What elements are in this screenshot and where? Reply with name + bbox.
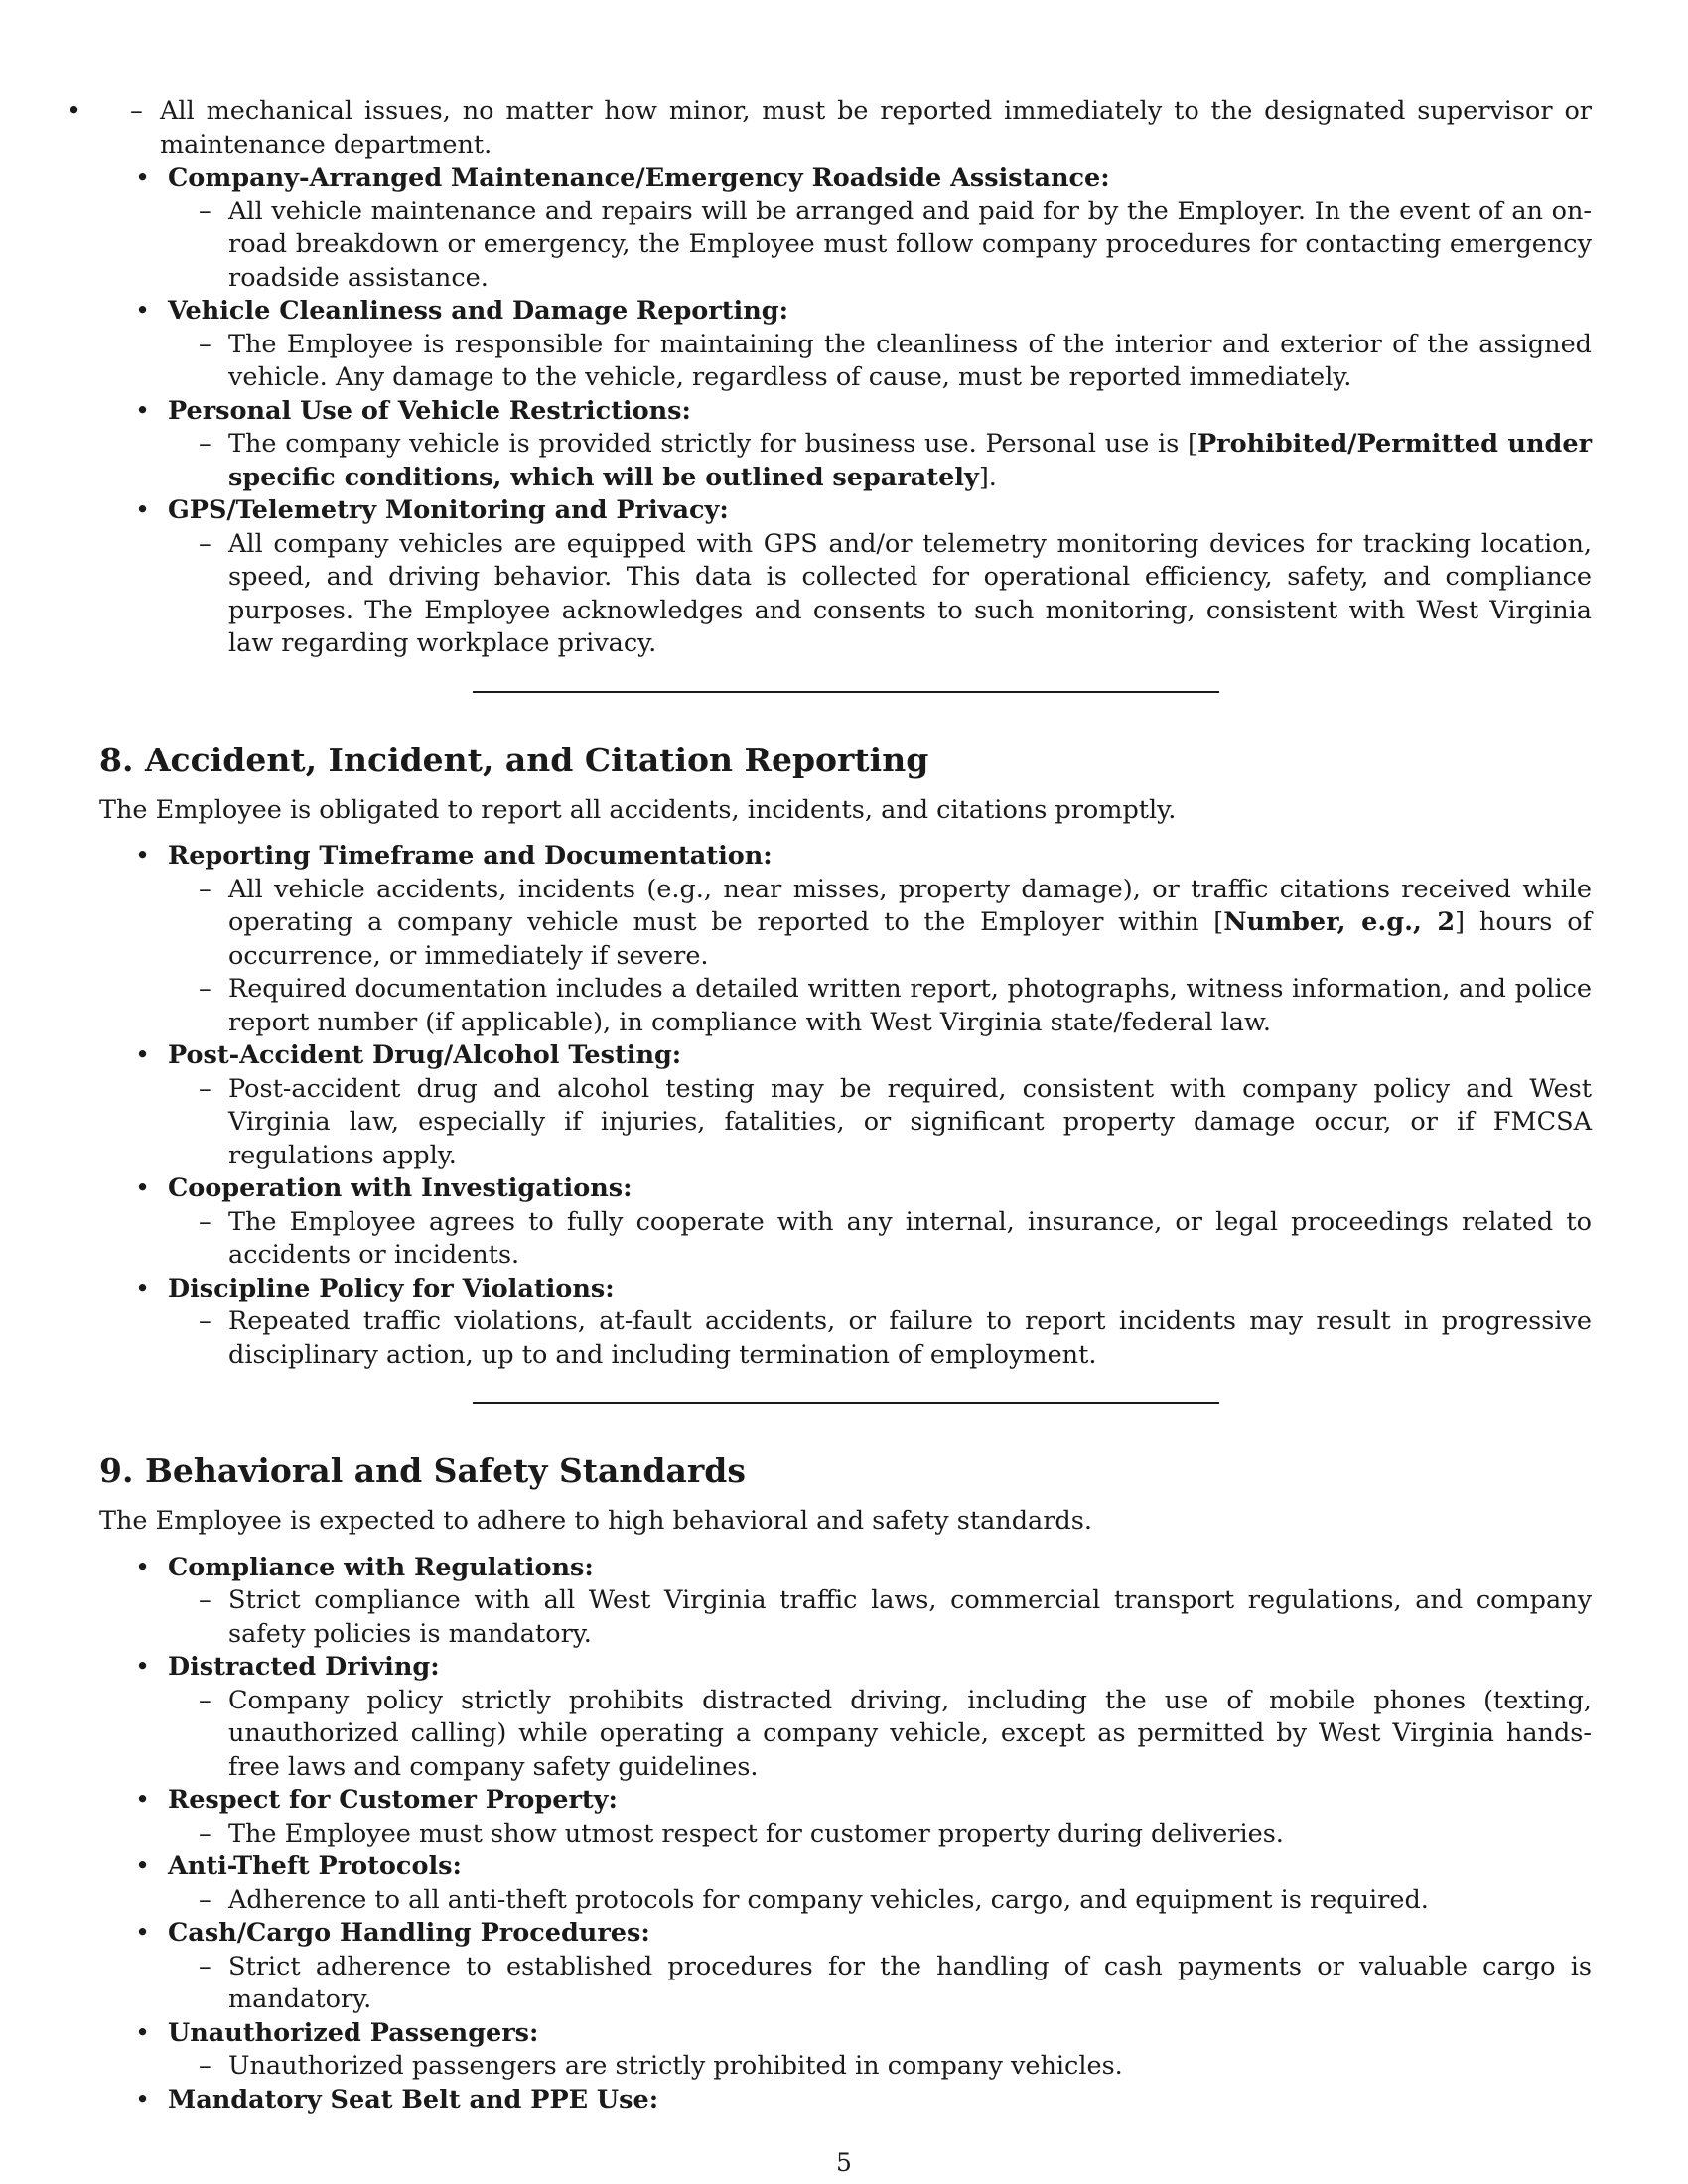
list-item xyxy=(99,1784,1592,1850)
section-divider xyxy=(473,1402,1219,1404)
item-heading: Discipline Policy for Violations: xyxy=(168,1273,615,1303)
list-item xyxy=(99,1651,1592,1784)
sub-list xyxy=(168,1951,1592,2017)
item-heading: Distracted Driving: xyxy=(168,1652,440,1682)
placeholder-text: Number, e.g., 2 xyxy=(1223,907,1456,937)
sub-list xyxy=(168,1073,1592,1173)
sub-item-text: The company vehicle is provided strictly for business use. Personal use is [ xyxy=(228,429,1197,459)
section-8-list xyxy=(99,840,1592,1372)
item-heading: Anti-Theft Protocols: xyxy=(168,1851,462,1881)
item-heading: Reporting Timeframe and Documentation: xyxy=(168,841,773,871)
sub-item-text: All vehicle accidents, incidents (e.g., near misses, property damage), or traffic citations received while operating a company vehicle must be reported to the Employer within [ xyxy=(228,874,1592,937)
sub-list xyxy=(168,874,1592,1040)
item-heading: Company-Arranged Maintenance/Emergency Roadside Assistance: xyxy=(168,163,1110,193)
list-item xyxy=(99,2084,1592,2117)
list-item xyxy=(99,1172,1592,1273)
list-item xyxy=(31,95,1592,162)
page-content xyxy=(99,95,1592,2116)
page-number: 5 xyxy=(836,2148,852,2177)
sub-item: – The Employee must show utmost respect for customer property during deliveries. xyxy=(168,1818,1592,1851)
list-item xyxy=(99,162,1592,295)
sub-item: – Adherence to all anti-theft protocols for company vehicles, cargo, and equipment is required. xyxy=(168,1884,1592,1918)
sub-list xyxy=(168,1206,1592,1273)
sub-item: – All vehicle maintenance and repairs will be arranged and paid for by the Employer. In the event of an on-road breakdown or emergency, the Employee must follow company procedures for contacting emergency roadside assistance. xyxy=(168,196,1592,296)
list-item xyxy=(99,494,1592,661)
item-heading: Cooperation with Investigations: xyxy=(168,1173,633,1203)
sub-item: – Post-accident drug and alcohol testing may be required, consistent with company policy and West Virginia law, especially if injuries, fatalities, or significant property damage occur, or if FMCSA regulations apply. xyxy=(168,1073,1592,1173)
sub-list xyxy=(168,1818,1592,1851)
list-item xyxy=(99,1273,1592,1373)
sub-item: – Repeated traffic violations, at-fault accidents, or failure to report incidents may result in progressive disciplinary action, up to and including termination of employment. xyxy=(168,1305,1592,1372)
sub-item: – Strict adherence to established procedures for the handling of cash payments or valuable cargo is mandatory. xyxy=(168,1951,1592,2017)
item-heading: Mandatory Seat Belt and PPE Use: xyxy=(168,2084,659,2115)
sub-list xyxy=(99,95,1592,162)
sub-item xyxy=(168,428,1592,494)
list-item xyxy=(99,395,1592,495)
sub-list xyxy=(168,528,1592,661)
item-heading: Unauthorized Passengers: xyxy=(168,2017,539,2048)
section-9-intro: The Employee is expected to adhere to high behavioral and safety standards. xyxy=(99,1506,1092,1536)
list-item xyxy=(99,840,1592,1039)
sub-item: – Required documentation includes a detailed written report, photographs, witness information, and police report number (if applicable), in compliance with West Virginia state/federal law. xyxy=(168,973,1592,1039)
sub-item: – Strict compliance with all West Virginia traffic laws, commercial transport regulations, and company safety policies is mandatory. xyxy=(168,1584,1592,1651)
item-heading: Post-Accident Drug/Alcohol Testing: xyxy=(168,1040,682,1070)
list-item xyxy=(99,1850,1592,1917)
sub-list xyxy=(168,428,1592,494)
placeholder-text: Prohibited/Permitted under specific conditions, which will be outlined separately xyxy=(228,429,1592,492)
sub-list xyxy=(168,1884,1592,1918)
sub-item-text: ] hours of occurrence, or immediately if severe. xyxy=(228,907,1592,971)
item-heading: Personal Use of Vehicle Restrictions: xyxy=(168,395,691,426)
section-8-title: 8. Accident, Incident, and Citation Reporting xyxy=(99,740,929,779)
item-heading: Cash/Cargo Handling Procedures: xyxy=(168,1918,650,1948)
sub-item-text: ]. xyxy=(978,462,997,492)
item-heading: Vehicle Cleanliness and Damage Reporting: xyxy=(168,296,788,326)
sub-list xyxy=(168,196,1592,296)
sub-item: – Company policy strictly prohibits distracted driving, including the use of mobile phones (texting, unauthorized calling) while operating a company vehicle, except as permitted by West Virginia hands-free laws and company safety guidelines. xyxy=(168,1685,1592,1785)
section-8-intro: The Employee is obligated to report all accidents, incidents, and citations promptly. xyxy=(99,794,1177,825)
sub-item xyxy=(168,874,1592,974)
sub-list xyxy=(168,1685,1592,1785)
sub-list xyxy=(168,2050,1592,2084)
item-heading: Respect for Customer Property: xyxy=(168,1785,618,1815)
sub-list xyxy=(168,1584,1592,1651)
sub-list xyxy=(168,329,1592,395)
sub-item: – Unauthorized passengers are strictly prohibited in company vehicles. xyxy=(168,2050,1592,2084)
section-9-title: 9. Behavioral and Safety Standards xyxy=(99,1451,746,1490)
list-item xyxy=(99,1552,1592,1652)
section-divider xyxy=(473,691,1219,693)
sub-list xyxy=(168,1305,1592,1372)
list-item xyxy=(99,1039,1592,1172)
list-item xyxy=(99,295,1592,395)
item-heading: GPS/Telemetry Monitoring and Privacy: xyxy=(168,495,729,525)
item-heading: Compliance with Regulations: xyxy=(168,1552,594,1582)
list-item xyxy=(99,2017,1592,2084)
sub-item: – • All mechanical issues, no matter how minor, must be reported immediately to the designated supervisor or maintenance department. xyxy=(99,95,1592,162)
sub-item: – All company vehicles are equipped with GPS and/or telemetry monitoring devices for tracking location, speed, and driving behavior. This data is collected for operational efficiency, safety, and compliance purposes. The Employee acknowledges and consents to such monitoring, consistent with West Virginia law regarding workplace privacy. xyxy=(168,528,1592,661)
section-9-list xyxy=(99,1552,1592,2117)
list-item xyxy=(99,1917,1592,2017)
sub-item: – The Employee agrees to fully cooperate with any internal, insurance, or legal proceedings related to accidents or incidents. xyxy=(168,1206,1592,1273)
sub-item: – The Employee is responsible for maintaining the cleanliness of the interior and exterior of the assigned vehicle. Any damage to the vehicle, regardless of cause, must be reported immediately. xyxy=(168,329,1592,395)
section7-continued-list xyxy=(99,95,1592,661)
